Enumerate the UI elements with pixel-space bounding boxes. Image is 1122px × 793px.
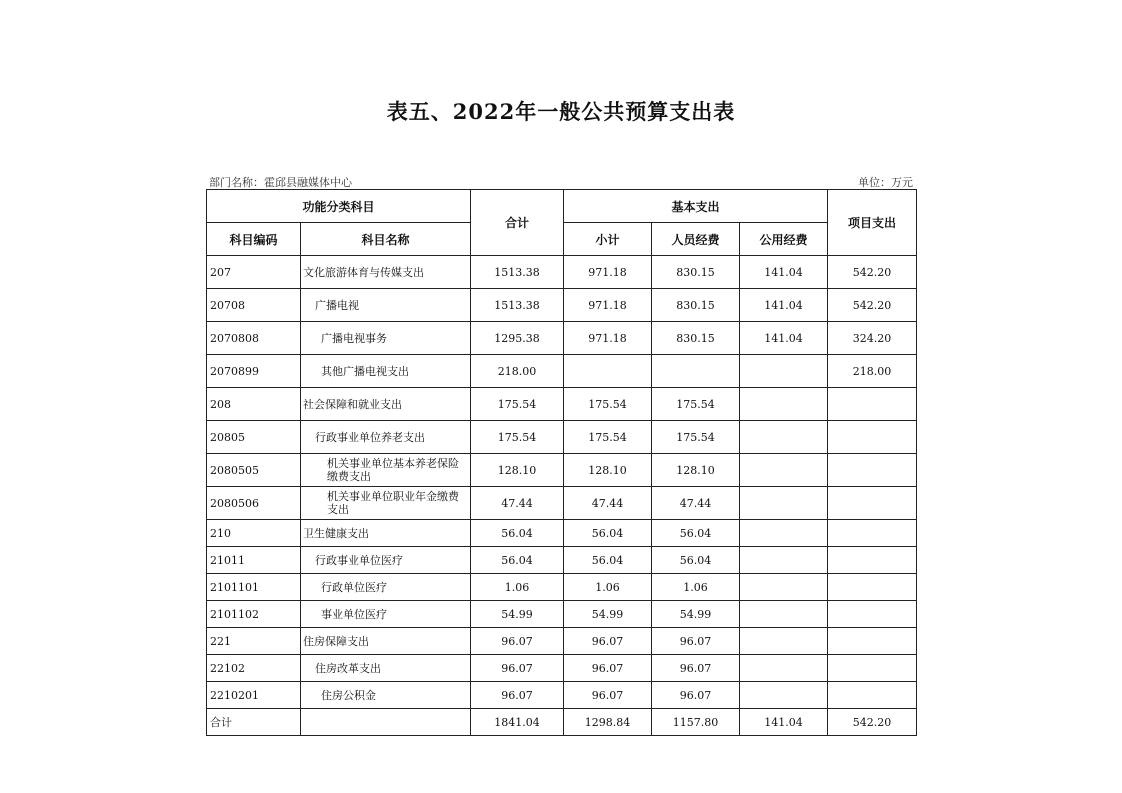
header-total: 合计	[471, 190, 564, 256]
cell-code: 21011	[207, 547, 301, 574]
cell-personnel: 96.07	[652, 628, 740, 655]
cell-code: 2080505	[207, 454, 301, 487]
table-row	[207, 601, 917, 628]
cell-subtotal: 128.10	[564, 454, 652, 487]
cell-name: 事业单位医疗	[301, 601, 471, 628]
unit-label: 单位：万元	[858, 176, 913, 189]
cell-personnel: 830.15	[652, 256, 740, 289]
table-row	[207, 520, 917, 547]
cell-public	[740, 520, 828, 547]
cell-subtotal: 54.99	[564, 601, 652, 628]
header-project: 项目支出	[828, 190, 917, 256]
cell-name: 住房保障支出	[301, 628, 471, 655]
cell-personnel: 830.15	[652, 322, 740, 355]
cell-name: 社会保障和就业支出	[301, 388, 471, 421]
cell-name: 文化旅游体育与传媒支出	[301, 256, 471, 289]
cell-code: 210	[207, 520, 301, 547]
cell-project	[828, 388, 917, 421]
table-row	[207, 322, 917, 355]
cell-name	[301, 709, 471, 736]
cell-code: 2070899	[207, 355, 301, 388]
table-row	[207, 289, 917, 322]
cell-personnel: 56.04	[652, 547, 740, 574]
cell-total: 96.07	[471, 628, 564, 655]
cell-total: 175.54	[471, 388, 564, 421]
cell-total: 175.54	[471, 421, 564, 454]
cell-public	[740, 682, 828, 709]
cell-project	[828, 487, 917, 520]
cell-public	[740, 454, 828, 487]
cell-subtotal: 971.18	[564, 289, 652, 322]
cell-project	[828, 574, 917, 601]
cell-subtotal: 96.07	[564, 682, 652, 709]
table-row	[207, 574, 917, 601]
cell-total: 54.99	[471, 601, 564, 628]
cell-personnel: 47.44	[652, 487, 740, 520]
header-subtotal: 小计	[564, 223, 652, 256]
cell-project	[828, 601, 917, 628]
header-func-class: 功能分类科目	[207, 190, 471, 223]
cell-total: 1513.38	[471, 289, 564, 322]
header-public: 公用经费	[740, 223, 828, 256]
cell-personnel: 1157.80	[652, 709, 740, 736]
cell-total: 56.04	[471, 547, 564, 574]
cell-total: 56.04	[471, 520, 564, 547]
cell-personnel: 128.10	[652, 454, 740, 487]
cell-personnel: 1.06	[652, 574, 740, 601]
cell-project	[828, 454, 917, 487]
cell-code: 合计	[207, 709, 301, 736]
cell-code: 221	[207, 628, 301, 655]
cell-public	[740, 487, 828, 520]
cell-project: 542.20	[828, 256, 917, 289]
cell-personnel: 830.15	[652, 289, 740, 322]
cell-name: 卫生健康支出	[301, 520, 471, 547]
cell-project: 542.20	[828, 709, 917, 736]
cell-subtotal: 175.54	[564, 388, 652, 421]
page-title: 表五、2022年一般公共预算支出表	[386, 99, 736, 124]
table-row	[207, 547, 917, 574]
cell-name: 机关事业单位基本养老保险缴费支出	[301, 454, 471, 487]
cell-public	[740, 355, 828, 388]
cell-public: 141.04	[740, 322, 828, 355]
cell-code: 20708	[207, 289, 301, 322]
cell-subtotal: 971.18	[564, 256, 652, 289]
cell-name: 住房改革支出	[301, 655, 471, 682]
cell-total: 1295.38	[471, 322, 564, 355]
cell-subtotal: 1298.84	[564, 709, 652, 736]
cell-project: 324.20	[828, 322, 917, 355]
cell-personnel: 96.07	[652, 682, 740, 709]
cell-public	[740, 601, 828, 628]
cell-code: 20805	[207, 421, 301, 454]
cell-public	[740, 421, 828, 454]
cell-project: 542.20	[828, 289, 917, 322]
cell-name: 机关事业单位职业年金缴费支出	[301, 487, 471, 520]
cell-total: 96.07	[471, 655, 564, 682]
cell-project: 218.00	[828, 355, 917, 388]
cell-personnel: 96.07	[652, 655, 740, 682]
header-basic: 基本支出	[564, 190, 828, 223]
cell-subtotal	[564, 355, 652, 388]
cell-public	[740, 628, 828, 655]
cell-code: 207	[207, 256, 301, 289]
cell-personnel: 175.54	[652, 421, 740, 454]
cell-total: 96.07	[471, 682, 564, 709]
cell-public: 141.04	[740, 256, 828, 289]
table-row	[207, 355, 917, 388]
table-row	[207, 454, 917, 487]
cell-public	[740, 547, 828, 574]
cell-project	[828, 682, 917, 709]
cell-project	[828, 547, 917, 574]
cell-public: 141.04	[740, 289, 828, 322]
table-row	[207, 487, 917, 520]
cell-project	[828, 421, 917, 454]
cell-project	[828, 628, 917, 655]
cell-code: 208	[207, 388, 301, 421]
cell-total: 47.44	[471, 487, 564, 520]
table-row	[207, 655, 917, 682]
table-total-row	[207, 709, 917, 736]
cell-total: 128.10	[471, 454, 564, 487]
cell-subtotal: 1.06	[564, 574, 652, 601]
cell-code: 2070808	[207, 322, 301, 355]
cell-subtotal: 175.54	[564, 421, 652, 454]
cell-code: 2210201	[207, 682, 301, 709]
cell-subtotal: 96.07	[564, 628, 652, 655]
cell-subtotal: 56.04	[564, 547, 652, 574]
cell-name: 广播电视事务	[301, 322, 471, 355]
cell-subtotal: 971.18	[564, 322, 652, 355]
budget-table	[206, 189, 917, 736]
cell-name: 住房公积金	[301, 682, 471, 709]
table-body	[207, 256, 917, 736]
department-label: 部门名称：霍邱县融媒体中心	[209, 176, 352, 189]
header-personnel: 人员经费	[652, 223, 740, 256]
cell-subtotal: 47.44	[564, 487, 652, 520]
cell-personnel: 175.54	[652, 388, 740, 421]
cell-personnel: 56.04	[652, 520, 740, 547]
table-row	[207, 628, 917, 655]
cell-public: 141.04	[740, 709, 828, 736]
header-code: 科目编码	[207, 223, 301, 256]
cell-name: 行政事业单位养老支出	[301, 421, 471, 454]
cell-public	[740, 574, 828, 601]
cell-total: 1513.38	[471, 256, 564, 289]
cell-name: 行政事业单位医疗	[301, 547, 471, 574]
table-row	[207, 682, 917, 709]
cell-code: 2101102	[207, 601, 301, 628]
cell-project	[828, 520, 917, 547]
cell-personnel	[652, 355, 740, 388]
cell-total: 1.06	[471, 574, 564, 601]
cell-code: 22102	[207, 655, 301, 682]
cell-public	[740, 388, 828, 421]
cell-subtotal: 56.04	[564, 520, 652, 547]
cell-code: 2080506	[207, 487, 301, 520]
cell-project	[828, 655, 917, 682]
cell-name: 其他广播电视支出	[301, 355, 471, 388]
header-name: 科目名称	[301, 223, 471, 256]
cell-name: 行政单位医疗	[301, 574, 471, 601]
cell-name: 广播电视	[301, 289, 471, 322]
cell-public	[740, 655, 828, 682]
cell-code: 2101101	[207, 574, 301, 601]
cell-personnel: 54.99	[652, 601, 740, 628]
table-row	[207, 388, 917, 421]
cell-total: 1841.04	[471, 709, 564, 736]
table-row	[207, 256, 917, 289]
cell-subtotal: 96.07	[564, 655, 652, 682]
cell-total: 218.00	[471, 355, 564, 388]
table-row	[207, 421, 917, 454]
